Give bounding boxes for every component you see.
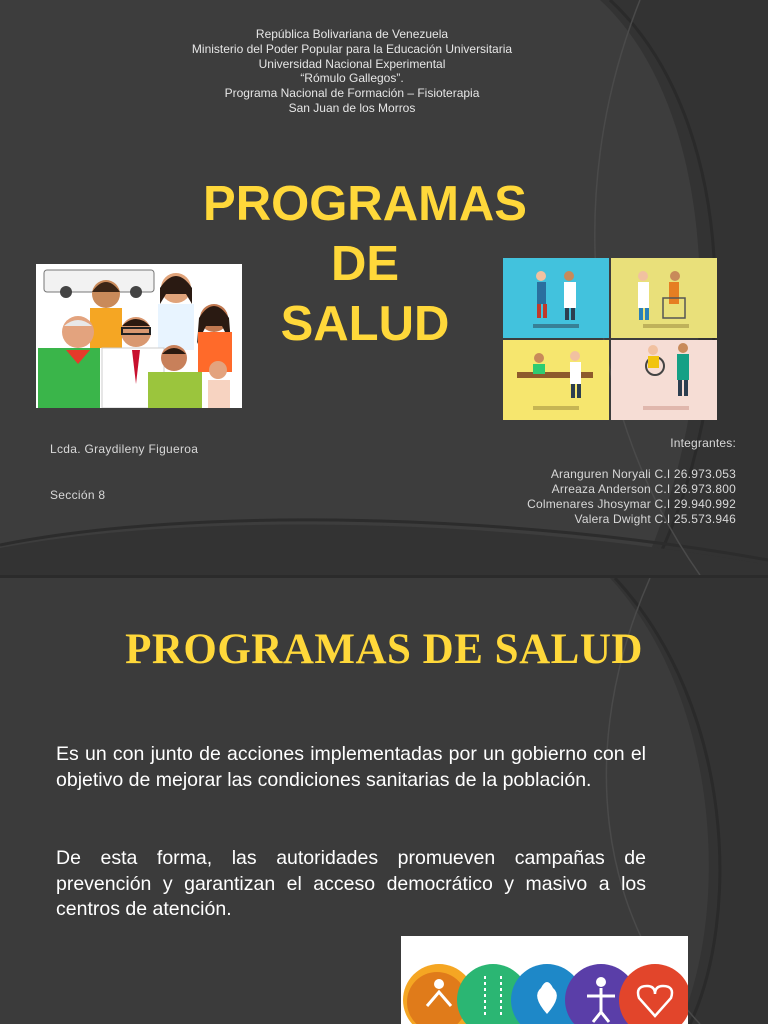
header-line: Universidad Nacional Experimental bbox=[258, 56, 446, 71]
teacher-name: Lcda. Graydileny Figueroa bbox=[50, 442, 199, 456]
paragraph-description: De esta forma, las autoridades promueven campañas de prevención y garantizan el acceso democrático y masivo a los centros de atención. bbox=[56, 847, 646, 920]
header-line: Programa Nacional de Formación – Fisioterapia bbox=[224, 86, 480, 101]
header-line: Ministerio del Poder Popular para la Educación Universitaria bbox=[191, 41, 513, 56]
health-icons-illustration bbox=[401, 936, 688, 1024]
people-illustration bbox=[36, 264, 242, 408]
team-member: Arreaza Anderson C.I 26.973.800 bbox=[551, 482, 736, 496]
medical-staff-illustration bbox=[503, 258, 717, 420]
title-line: SALUD bbox=[280, 297, 450, 351]
institution-header bbox=[0, 27, 704, 116]
paragraph-definition: Es un con junto de acciones implementadas por un gobierno con el objetivo de mejorar las condiciones sanitarias de la población. bbox=[56, 743, 646, 791]
team-member: Valera Dwight C.I 25.573.946 bbox=[574, 512, 736, 526]
team-member: Colmenares Jhosymar C.I 29.940.992 bbox=[527, 497, 736, 511]
team-member: Aranguren Noryali C.I 26.973.053 bbox=[550, 467, 736, 481]
title-line: DE bbox=[330, 237, 400, 291]
team-members bbox=[527, 436, 736, 527]
content-slide bbox=[0, 578, 768, 1024]
title-line: PROGRAMAS bbox=[203, 177, 527, 231]
header-line: San Juan de los Morros bbox=[288, 100, 416, 115]
team-label: Integrantes: bbox=[670, 436, 736, 450]
header-line: “Rómulo Gallegos”. bbox=[300, 71, 404, 86]
slide-title: PROGRAMAS DE SALUD bbox=[125, 626, 643, 673]
header-line: República Bolivariana de Venezuela bbox=[255, 27, 449, 41]
section-label: Sección 8 bbox=[50, 488, 106, 502]
